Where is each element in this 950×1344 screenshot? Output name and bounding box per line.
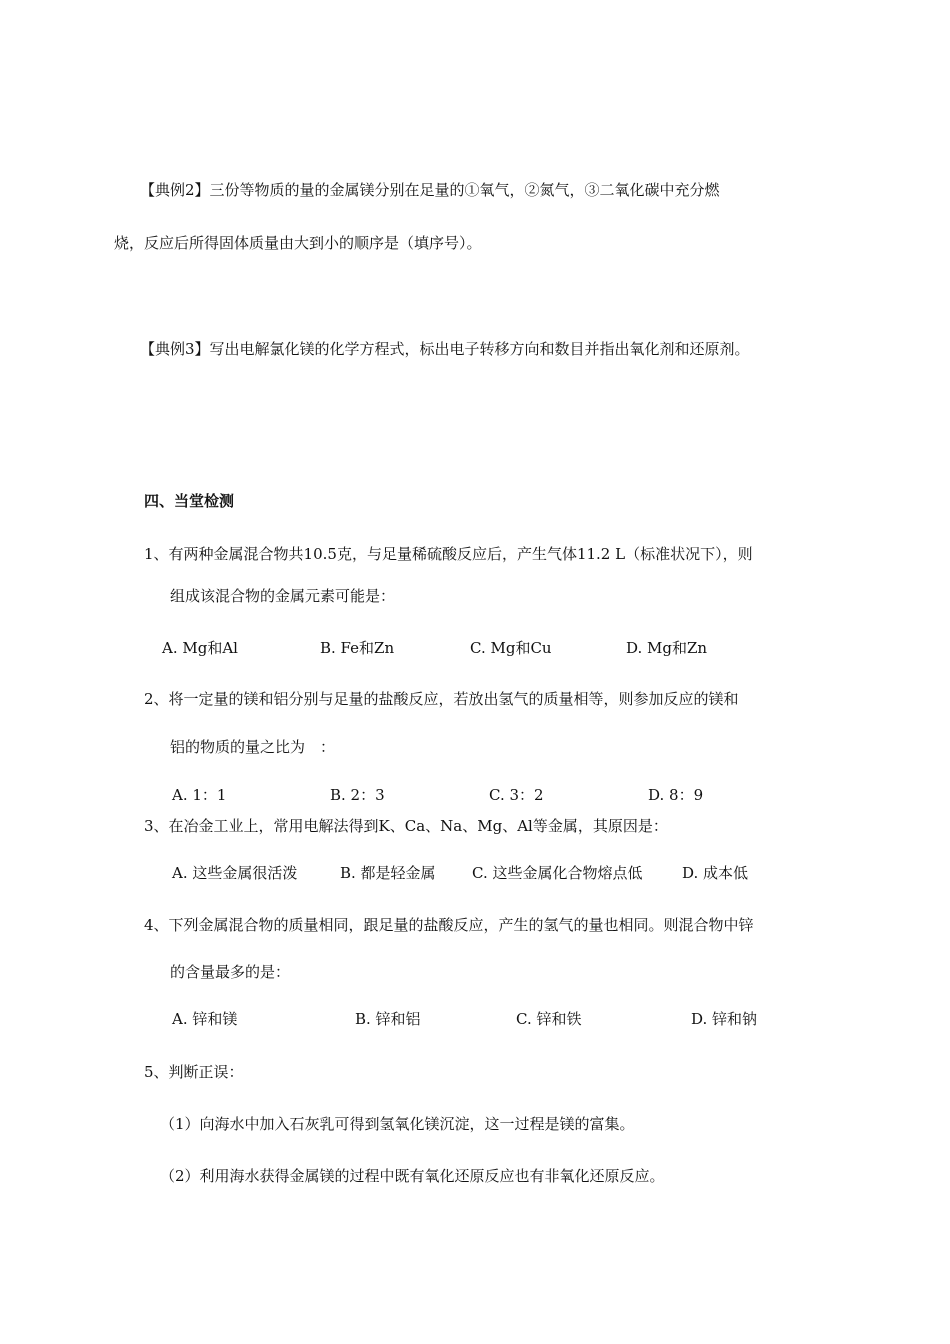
example-2-line-2: 烧，反应后所得固体质量由大到小的顺序是（填序号）。 — [114, 234, 482, 252]
question-4-option-d: D. 锌和钠 — [691, 1010, 758, 1028]
question-4-option-c: C. 锌和铁 — [516, 1010, 582, 1028]
question-2-line-2: 铝的物质的量之比为 ： — [170, 738, 336, 756]
section-4-heading: 四、当堂检测 — [144, 492, 235, 510]
question-1-option-d: D. Mg和Zn — [626, 639, 708, 657]
question-2-line-1: 2、将一定量的镁和铝分别与足量的盐酸反应，若放出氢气的质量相等，则参加反应的镁和 — [144, 690, 739, 708]
question-1-option-b: B. Fe和Zn — [320, 639, 395, 657]
question-4-option-a: A. 锌和镁 — [172, 1010, 238, 1028]
question-1-option-c: C. Mg和Cu — [470, 639, 552, 657]
question-2-option-a: A. 1：1 — [172, 786, 227, 804]
question-3-option-d: D. 成本低 — [682, 864, 749, 882]
question-3-option-a: A. 这些金属很活泼 — [172, 864, 298, 882]
question-4-line-2: 的含量最多的是： — [170, 963, 291, 981]
question-1-option-a: A. Mg和Al — [162, 639, 238, 657]
question-2-option-c: C. 3：2 — [489, 786, 544, 804]
question-3-option-b: B. 都是轻金属 — [340, 864, 436, 882]
question-4-option-b: B. 锌和铝 — [355, 1010, 421, 1028]
example-2-line-1: 【典例2】三份等物质的量的金属镁分别在足量的①氧气，②氮气，③二氧化碳中充分燃 — [140, 181, 720, 199]
question-2-option-d: D. 8：9 — [648, 786, 704, 804]
question-1-line-1: 1、有两种金属混合物共10.5克，与足量稀硫酸反应后，产生气体11.2 L（标准状况下），则 — [144, 545, 753, 563]
question-1-line-2: 组成该混合物的金属元素可能是： — [170, 587, 396, 605]
question-3-option-c: C. 这些金属化合物熔点低 — [472, 864, 643, 882]
example-3-line-1: 【典例3】写出电解氯化镁的化学方程式，标出电子转移方向和数目并指出氧化剂和还原剂。 — [140, 340, 750, 358]
question-2-option-b: B. 2：3 — [330, 786, 385, 804]
question-3-line-1: 3、在冶金工业上，常用电解法得到K、Ca、Na、Mg、Al等金属，其原因是： — [144, 817, 668, 835]
question-5-item-1: （1）向海水中加入石灰乳可得到氢氧化镁沉淀，这一过程是镁的富集。 — [160, 1115, 635, 1133]
question-4-line-1: 4、下列金属混合物的质量相同，跟足量的盐酸反应，产生的氢气的量也相同。则混合物中锌 — [144, 916, 754, 934]
question-5-item-2: （2）利用海水获得金属镁的过程中既有氧化还原反应也有非氧化还原反应。 — [160, 1167, 665, 1185]
question-5-line-1: 5、判断正误： — [144, 1063, 244, 1081]
